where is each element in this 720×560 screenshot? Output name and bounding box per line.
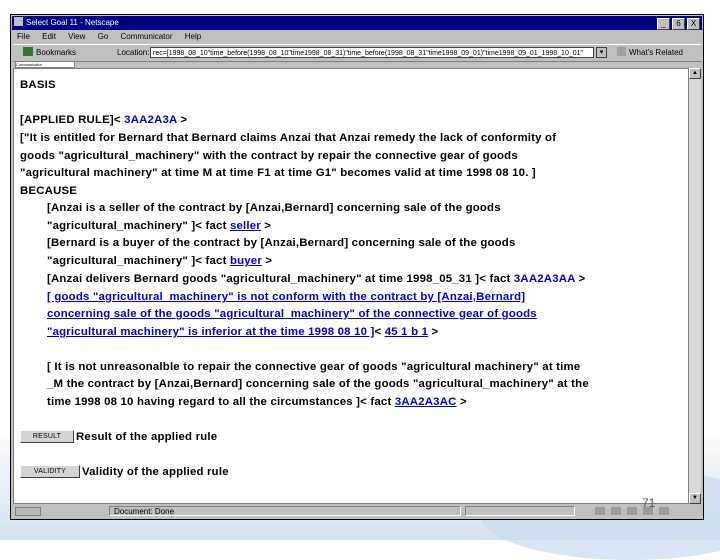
close-button[interactable]: X xyxy=(687,18,700,30)
slide-page-number: 71 xyxy=(642,496,656,510)
bookmarks-label: Bookmarks xyxy=(36,48,77,57)
reason-line: _M the contract by [Anzai,Bernard] concerning sale of the goods "agricultural_machinery" at the xyxy=(47,378,589,390)
menu-bar xyxy=(13,31,701,43)
fact-seller-ref xyxy=(47,220,271,232)
conformity-link-line[interactable]: [ goods "agricultural_machinery" is not conform with the contract by [Anzai,Bernard] xyxy=(47,291,526,303)
conformity-mid: < xyxy=(374,326,385,338)
rule-suffix: > xyxy=(177,114,188,126)
menu-help[interactable]: Help xyxy=(184,32,202,41)
menu-file[interactable]: File xyxy=(17,32,30,41)
fact-seller-text: "agricultural_machinery" ]< fact xyxy=(47,220,230,232)
vertical-scrollbar[interactable] xyxy=(689,68,701,504)
fact-buyer-ref xyxy=(47,255,272,267)
validity-button[interactable]: VALIDITY xyxy=(20,465,80,478)
fact-buyer-end: > xyxy=(261,255,273,267)
whats-related-label: What's Related xyxy=(629,48,683,57)
delivery-link[interactable]: 3AA2A3AA xyxy=(513,273,576,285)
conformity-link-line[interactable]: "agricultural machinery" is inferior at the time 1998 08 10 ] xyxy=(47,326,375,338)
status-text: Document: Done xyxy=(109,506,461,516)
maximize-button[interactable]: 6 xyxy=(672,18,685,30)
fact-buyer-text: "agricultural_machinery" ]< fact xyxy=(47,255,230,267)
menu-view[interactable]: View xyxy=(68,32,86,41)
location-label: Location: xyxy=(117,48,150,57)
because-label: BECAUSE xyxy=(20,185,78,197)
fact-seller-end: > xyxy=(260,220,272,232)
rule-link[interactable]: 3AA2A3A xyxy=(124,114,178,126)
reason-end: > xyxy=(456,396,467,408)
conformity-end: > xyxy=(428,326,439,338)
page-heading: BASIS xyxy=(20,79,56,91)
arrow-up-icon: ▲ xyxy=(692,70,698,76)
result-button[interactable]: RESULT xyxy=(20,430,74,443)
article-link[interactable]: 45 1 b 1 xyxy=(384,326,429,338)
menu-edit[interactable]: Edit xyxy=(42,32,56,41)
seller-link[interactable]: seller xyxy=(229,220,261,232)
reason-line: [ It is not unreasonalble to repair the connective gear of goods "agricultural machinery" at time xyxy=(47,361,581,373)
mail-icon[interactable] xyxy=(611,507,621,515)
browser-window xyxy=(10,14,704,520)
related-icon xyxy=(617,47,626,56)
validity-label: Validity of the applied rule xyxy=(82,466,229,478)
conformity-ref xyxy=(47,326,438,338)
bookmark-icon xyxy=(23,47,33,56)
scroll-up-button[interactable] xyxy=(689,68,701,79)
arrow-down-icon: ▼ xyxy=(692,495,698,501)
fact-delivery-end: > xyxy=(575,273,586,285)
chevron-down-icon: ▾ xyxy=(599,49,604,56)
menu-communicator[interactable]: Communicator xyxy=(120,32,173,41)
applied-rule-line xyxy=(20,114,187,126)
window-controls xyxy=(655,17,700,29)
status-bar xyxy=(13,505,701,518)
personal-toolbar xyxy=(13,61,701,67)
claim-line: goods "agricultural_machinery" with the contract by repair the connective gear of goods xyxy=(20,150,518,162)
reason-text: time 1998 08 10 having regard to all the circumstances ]< fact xyxy=(47,396,395,408)
fact-seller-line: [Anzai is a seller of the contract by [Anzai,Bernard] concerning sale of the goods xyxy=(47,202,501,214)
page-content xyxy=(13,68,689,504)
fact-delivery-line xyxy=(47,273,585,285)
location-input[interactable]: rec=[1998_08_10"time_before(1998_08_10"time1998_08_31)"time_before(1998_08_31"time1998_09_01)"time1998_09_01_1998_10_01" xyxy=(150,47,594,58)
claim-line: ["It is entitled for Bernard that Bernard claims Anzai that Anzai remedy the lack of conformity of xyxy=(20,132,557,144)
rule-prefix: [APPLIED RULE]< xyxy=(20,114,125,126)
minimize-button[interactable]: _ xyxy=(657,18,670,30)
fact-delivery-text: [Anzai delivers Bernard goods "agricultural_machinery" at time 1998_05_31 ]< fact xyxy=(47,273,514,285)
location-dropdown[interactable] xyxy=(596,47,607,58)
status-progress xyxy=(465,506,575,516)
title-bar xyxy=(12,16,702,30)
fact-buyer-line: [Bernard is a buyer of the contract by [Anzai,Bernard] concerning sale of the goods xyxy=(47,237,516,249)
security-icon xyxy=(15,507,41,516)
claim-line: "agricultural machinery" at time M at time F1 at time G1" becomes valid at time 1998 08 10. ] xyxy=(20,167,536,179)
whats-related-button[interactable] xyxy=(617,45,683,61)
window-title: Select Goal 11 - Netscape xyxy=(26,18,119,27)
reason-ref xyxy=(47,396,467,408)
navigator-icon[interactable] xyxy=(595,507,605,515)
bookmarks-button[interactable] xyxy=(23,45,76,61)
netscape-icon xyxy=(14,17,23,26)
discussions-icon[interactable] xyxy=(627,507,637,515)
menu-go[interactable]: Go xyxy=(97,32,109,41)
reason-link[interactable]: 3AA2A3AC xyxy=(394,396,457,408)
conformity-link-line[interactable]: concerning sale of the goods "agricultural_machinery" of the connective gear of goods xyxy=(47,308,537,320)
resize-grip-icon xyxy=(659,507,669,515)
scroll-down-button[interactable] xyxy=(689,493,701,504)
toolbar-tab[interactable]: Communicator xyxy=(15,61,75,68)
buyer-link[interactable]: buyer xyxy=(229,255,262,267)
location-toolbar xyxy=(13,44,701,62)
result-label: Result of the applied rule xyxy=(76,431,218,443)
